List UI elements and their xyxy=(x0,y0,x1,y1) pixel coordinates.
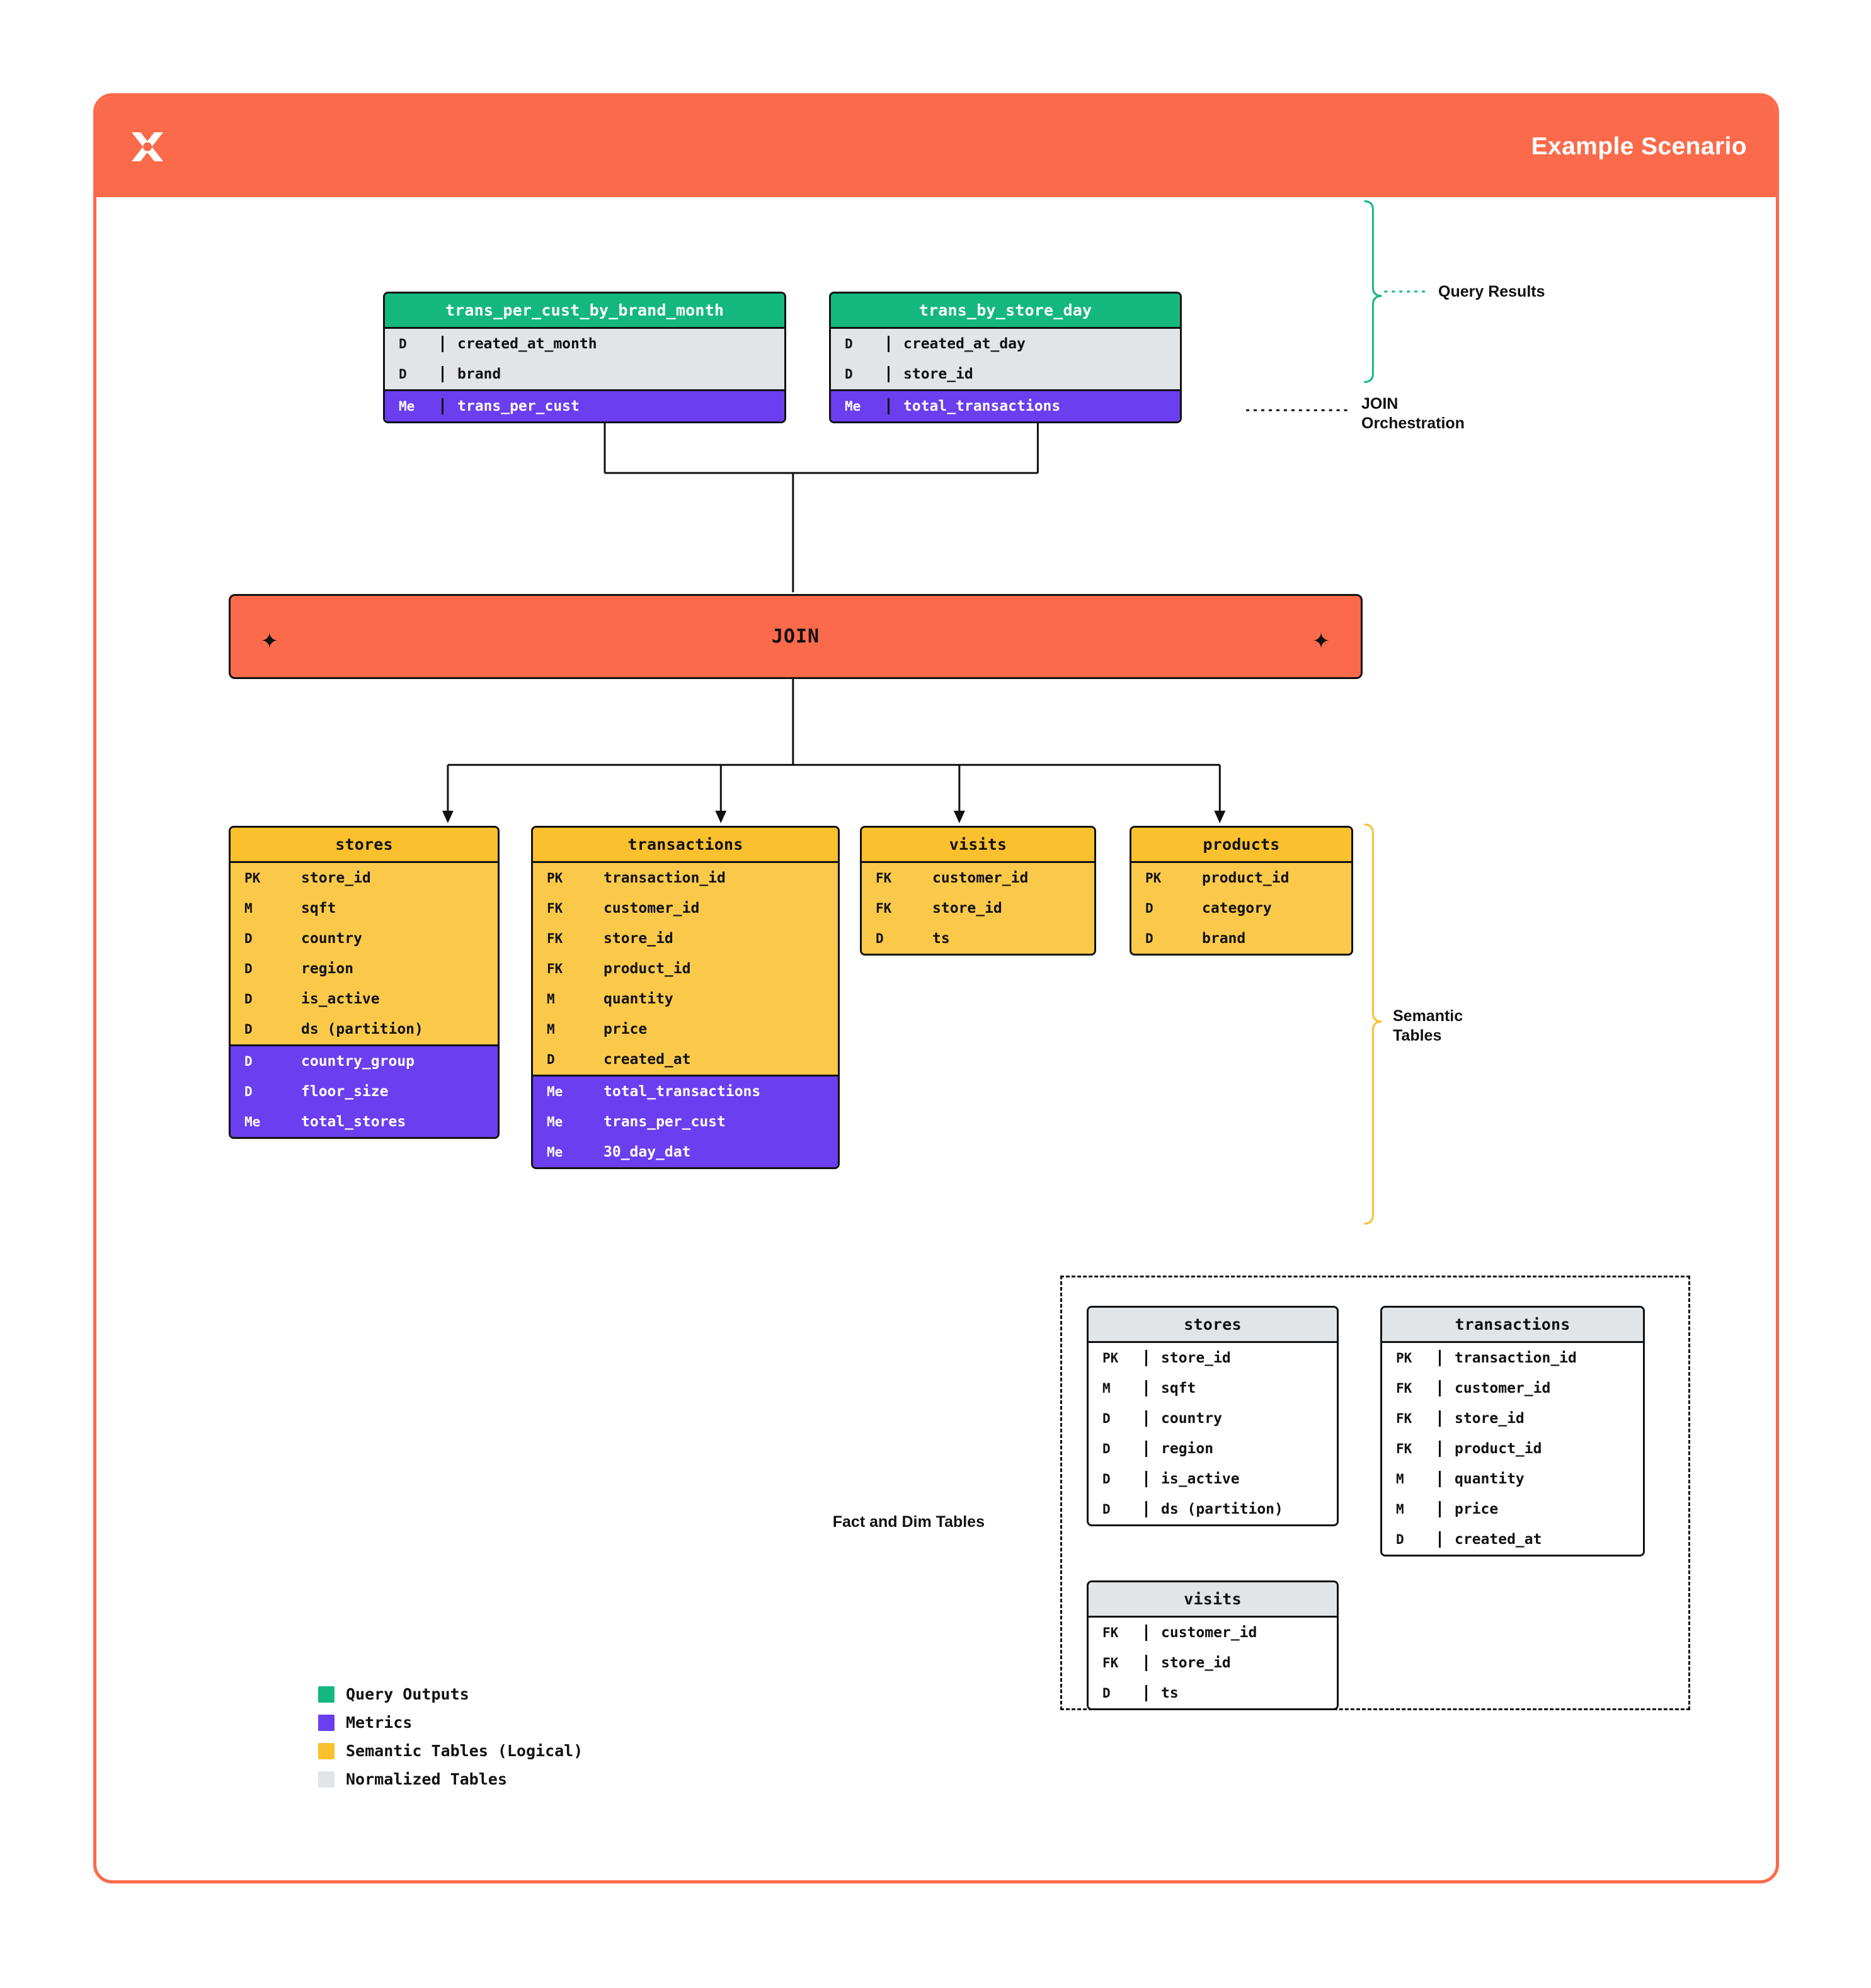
page-title: Example Scenario xyxy=(1531,133,1747,160)
field-kind: M xyxy=(547,1022,555,1037)
table-title: visits xyxy=(862,828,1094,863)
field-name: sqft xyxy=(301,900,336,917)
field-kind: D xyxy=(1102,1471,1111,1487)
field-kind: D xyxy=(244,931,253,946)
table-row xyxy=(533,954,838,984)
field-name: store_id xyxy=(604,930,673,947)
field-kind: FK xyxy=(1396,1441,1412,1456)
table-fields xyxy=(1089,1618,1337,1708)
field-name: total_transactions xyxy=(604,1083,761,1100)
table-title: transactions xyxy=(1382,1308,1643,1343)
table-title: visits xyxy=(1089,1582,1337,1618)
field-name: trans_per_cust xyxy=(604,1114,726,1130)
table-title: stores xyxy=(1089,1308,1337,1343)
table-fields xyxy=(1089,1343,1337,1524)
table-row xyxy=(1382,1524,1643,1555)
table-metrics xyxy=(831,389,1180,421)
table-row xyxy=(1382,1373,1643,1403)
table-row xyxy=(533,1077,838,1107)
table-row xyxy=(385,329,784,359)
table-row xyxy=(1131,863,1351,893)
table-row xyxy=(1089,1648,1337,1678)
query-result-table-0[interactable] xyxy=(383,292,786,423)
table-row xyxy=(533,923,838,954)
field-name: country xyxy=(1145,1410,1337,1427)
legend-label: Normalized Tables xyxy=(346,1770,507,1788)
field-kind: Me xyxy=(547,1084,563,1099)
table-row xyxy=(1089,1618,1337,1648)
table-title: trans_per_cust_by_brand_month xyxy=(385,294,784,329)
table-row xyxy=(1089,1678,1337,1708)
field-name: category xyxy=(1202,900,1272,917)
table-row xyxy=(533,984,838,1014)
field-name: is_active xyxy=(1145,1471,1337,1487)
semantic-table-products[interactable] xyxy=(1130,826,1353,956)
table-fields xyxy=(1382,1343,1643,1555)
field-kind: D xyxy=(244,1084,253,1099)
sparkle-icon-left: ✦ xyxy=(261,621,279,655)
field-kind: D xyxy=(1102,1686,1111,1701)
table-row xyxy=(231,984,498,1014)
field-kind: Me xyxy=(399,399,415,414)
table-row xyxy=(1089,1373,1337,1403)
table-row xyxy=(533,1014,838,1044)
field-name: created_at xyxy=(1439,1531,1643,1548)
legend-item-semantic-tables xyxy=(318,1742,583,1760)
field-kind: D xyxy=(1145,901,1153,916)
field-kind: FK xyxy=(1396,1381,1412,1396)
legend-swatch xyxy=(318,1686,335,1703)
field-name: total_stores xyxy=(301,1114,406,1130)
table-row xyxy=(1382,1434,1643,1464)
table-fields xyxy=(862,863,1094,954)
field-name: created_at_month xyxy=(442,336,784,352)
annotation-fact-and-dim: Fact and Dim Tables xyxy=(832,1513,985,1531)
field-name: ds (partition) xyxy=(301,1021,423,1037)
annotation-join-line2: Orchestration xyxy=(1361,414,1465,433)
table-row xyxy=(1089,1343,1337,1373)
table-row xyxy=(831,391,1180,421)
table-row xyxy=(831,329,1180,359)
join-orchestration-bar[interactable] xyxy=(229,594,1363,679)
field-kind: D xyxy=(399,336,407,351)
table-row xyxy=(533,863,838,893)
table-row xyxy=(1089,1434,1337,1464)
field-kind: PK xyxy=(1102,1351,1119,1366)
field-kind: PK xyxy=(1396,1351,1412,1366)
field-name: price xyxy=(1439,1501,1643,1517)
table-row xyxy=(231,923,498,954)
field-kind: D xyxy=(1102,1441,1111,1456)
table-title: transactions xyxy=(533,828,838,863)
field-name: region xyxy=(1145,1441,1337,1457)
legend-label: Query Outputs xyxy=(346,1685,469,1703)
field-kind: D xyxy=(244,1054,253,1069)
field-name: store_id xyxy=(1145,1655,1337,1671)
field-name: created_at xyxy=(604,1051,691,1068)
field-name: customer_id xyxy=(1145,1625,1337,1641)
field-kind: D xyxy=(1145,931,1153,946)
card-header xyxy=(96,96,1776,197)
field-kind: FK xyxy=(876,901,892,916)
annotation-query-results: Query Results xyxy=(1438,283,1545,300)
table-row xyxy=(1089,1494,1337,1524)
join-label: JOIN xyxy=(771,626,820,648)
annotation-semantic-line1: Semantic xyxy=(1393,1007,1463,1025)
field-kind: Me xyxy=(547,1114,563,1129)
field-name: total_transactions xyxy=(888,398,1180,414)
table-row xyxy=(1382,1494,1643,1524)
table-row xyxy=(231,863,498,893)
field-kind: FK xyxy=(1102,1625,1119,1640)
field-kind: D xyxy=(1102,1502,1111,1517)
field-name: ts xyxy=(932,930,950,947)
field-name: trans_per_cust xyxy=(442,398,784,414)
field-name: sqft xyxy=(1145,1380,1337,1397)
diagram-card xyxy=(93,93,1779,1883)
field-kind: FK xyxy=(876,871,892,886)
table-row xyxy=(1382,1403,1643,1434)
table-row xyxy=(231,893,498,923)
field-name: store_id xyxy=(1145,1350,1337,1366)
field-name: brand xyxy=(1202,930,1246,947)
query-result-table-1[interactable] xyxy=(829,292,1182,423)
field-name: transaction_id xyxy=(604,870,726,886)
table-title: trans_by_store_day xyxy=(831,294,1180,329)
field-name: ts xyxy=(1145,1685,1337,1701)
field-name: region xyxy=(301,961,354,977)
field-name: customer_id xyxy=(604,900,700,917)
field-kind: M xyxy=(1396,1471,1404,1487)
table-row xyxy=(862,863,1094,893)
x-logo-icon xyxy=(125,125,169,169)
field-kind: Me xyxy=(244,1114,261,1129)
table-row xyxy=(533,1107,838,1137)
field-name: quantity xyxy=(1439,1471,1643,1487)
field-name: brand xyxy=(442,366,784,382)
table-metrics xyxy=(533,1075,838,1167)
field-name: 30_day_dat xyxy=(604,1144,691,1160)
semantic-table-visits[interactable] xyxy=(860,826,1096,956)
field-name: product_id xyxy=(604,961,691,977)
field-kind: FK xyxy=(547,901,563,916)
field-kind: PK xyxy=(547,871,563,886)
field-name: product_id xyxy=(1202,870,1290,886)
field-kind: Me xyxy=(547,1145,563,1160)
table-row xyxy=(1089,1403,1337,1434)
field-name: store_id xyxy=(301,870,371,886)
legend-item-query-outputs xyxy=(318,1685,583,1703)
normalized-table-stores[interactable] xyxy=(1087,1306,1339,1526)
field-name: customer_id xyxy=(932,870,1029,886)
field-name: store_id xyxy=(888,366,1180,382)
field-name: created_at_day xyxy=(888,336,1180,352)
field-name: country xyxy=(301,930,362,947)
table-metrics xyxy=(231,1044,498,1137)
table-row xyxy=(1382,1343,1643,1373)
table-row xyxy=(231,1046,498,1077)
legend-swatch xyxy=(318,1743,335,1759)
table-dimensions xyxy=(385,329,784,389)
legend-item-metrics xyxy=(318,1713,583,1732)
annotation-semantic-line2: Tables xyxy=(1393,1027,1442,1045)
table-row xyxy=(1131,893,1351,923)
table-fields xyxy=(1131,863,1351,954)
field-kind: D xyxy=(244,991,253,1007)
field-kind: D xyxy=(876,931,884,946)
table-dimensions xyxy=(831,329,1180,389)
table-row xyxy=(385,391,784,421)
field-kind: D xyxy=(244,961,253,976)
semantic-table-stores[interactable] xyxy=(229,826,500,1139)
table-row xyxy=(1382,1464,1643,1494)
field-kind: D xyxy=(547,1052,555,1067)
table-metrics xyxy=(385,389,784,421)
field-kind: FK xyxy=(1396,1411,1412,1426)
field-name: store_id xyxy=(932,900,1002,917)
table-title: products xyxy=(1131,828,1351,863)
field-kind: M xyxy=(244,901,253,916)
field-kind: D xyxy=(845,367,853,382)
annotation-join-line1: JOIN xyxy=(1361,395,1399,413)
field-kind: D xyxy=(1396,1532,1404,1547)
field-kind: Me xyxy=(845,399,861,414)
table-row xyxy=(831,359,1180,389)
table-row xyxy=(862,893,1094,923)
field-kind: D xyxy=(845,336,853,351)
field-kind: D xyxy=(399,367,407,382)
legend-label: Metrics xyxy=(346,1713,413,1732)
table-row xyxy=(231,1014,498,1044)
field-kind: PK xyxy=(1145,871,1162,886)
table-title: stores xyxy=(231,828,498,863)
field-kind: D xyxy=(244,1022,253,1037)
table-row xyxy=(862,923,1094,954)
table-fields xyxy=(231,863,498,1044)
annotation-join-orchestration xyxy=(1361,394,1465,434)
field-name: transaction_id xyxy=(1439,1350,1643,1366)
field-name: product_id xyxy=(1439,1441,1643,1457)
field-kind: FK xyxy=(1102,1655,1119,1671)
field-name: quantity xyxy=(604,991,673,1007)
annotation-semantic-tables xyxy=(1393,1007,1463,1046)
table-row xyxy=(231,1107,498,1137)
table-fields xyxy=(533,863,838,1075)
field-name: country_group xyxy=(301,1053,415,1070)
field-kind: PK xyxy=(244,871,261,886)
normalized-table-visits[interactable] xyxy=(1087,1580,1339,1710)
field-name: ds (partition) xyxy=(1145,1501,1337,1517)
legend-label: Semantic Tables (Logical) xyxy=(346,1742,583,1760)
table-row xyxy=(533,893,838,923)
field-name: is_active xyxy=(301,991,380,1007)
table-row xyxy=(385,359,784,389)
table-row xyxy=(533,1137,838,1167)
legend-item-normalized-tables xyxy=(318,1770,583,1788)
sparkle-icon-right: ✦ xyxy=(1312,621,1330,655)
field-name: store_id xyxy=(1439,1410,1643,1427)
normalized-table-transactions[interactable] xyxy=(1380,1306,1645,1557)
field-kind: M xyxy=(547,991,555,1007)
legend-swatch xyxy=(318,1771,335,1788)
field-name: customer_id xyxy=(1439,1380,1643,1397)
field-name: floor_size xyxy=(301,1083,389,1100)
table-row xyxy=(533,1044,838,1075)
field-kind: M xyxy=(1396,1502,1404,1517)
legend-swatch xyxy=(318,1715,335,1731)
table-row xyxy=(231,954,498,984)
table-row xyxy=(1131,923,1351,954)
field-kind: FK xyxy=(547,931,563,946)
table-row xyxy=(231,1077,498,1107)
field-kind: M xyxy=(1102,1381,1111,1396)
field-kind: FK xyxy=(547,961,563,976)
field-name: price xyxy=(604,1021,648,1037)
table-row xyxy=(1089,1464,1337,1494)
semantic-table-transactions[interactable] xyxy=(531,826,840,1169)
legend xyxy=(318,1685,583,1798)
field-kind: D xyxy=(1102,1411,1111,1426)
